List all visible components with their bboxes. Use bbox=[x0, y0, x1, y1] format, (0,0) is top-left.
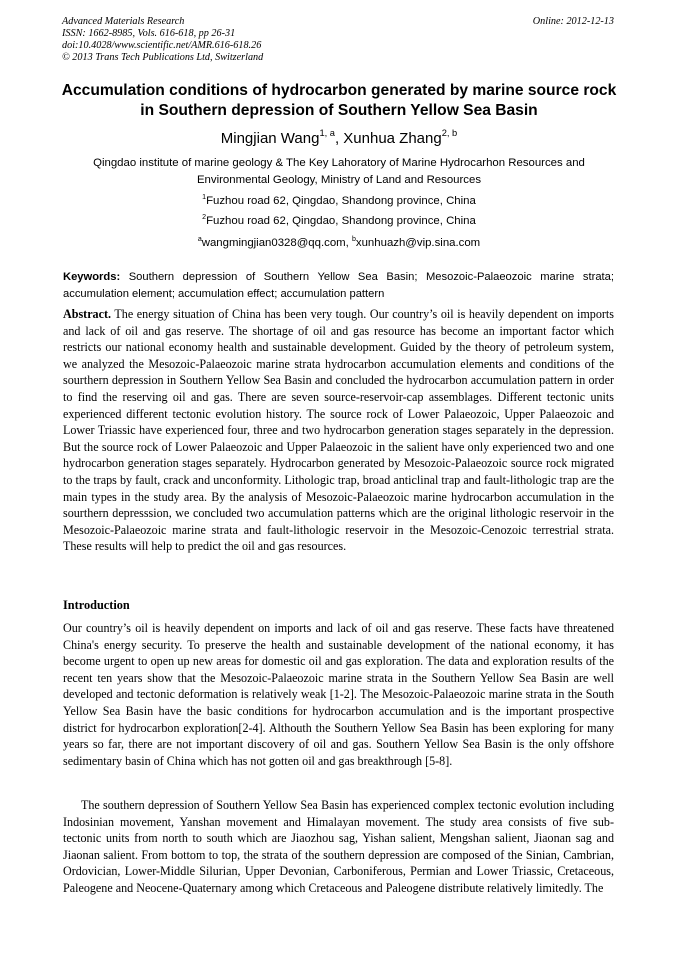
paper-title: Accumulation conditions of hydrocarbon generated by marine source rock in Southern depression of Southern Yellow Sea Basin bbox=[61, 82, 617, 119]
intro-paragraph-2: The southern depression of Southern Yellow Sea Basin has experienced complex tectonic evolution including Indosinian movement, Yanshan movement and Himalayan movement. The study area consists of five sub-tectonic units from north to south which are Jiaozhou sag, Yishan salient, Mengshan salient, Jiaonan sag and Jiaonan salient. From bottom to top, the strata of the southern depression are composed of the Sinian, Cambrian, Ordovician, Lower-Middle Silurian, Upper Devonian, Carboniferous, Permian and Lower Triassic, Cretaceous, Paleogene and Neocene-Quaternary among which Cretaceous and Paleogene distribute relatively limitedly. The bbox=[63, 798, 614, 895]
email-a[interactable]: wangmingjian0328@qq.com, bbox=[201, 237, 352, 249]
keywords-text: Southern depression of Southern Yellow Sea Basin; Mesozoic-Palaeozoic marine strata; accumulation element; accumulation effect; accumulation pattern bbox=[63, 271, 614, 300]
running-header bbox=[62, 16, 614, 64]
author-2-sup: 2, b bbox=[441, 128, 458, 139]
author-1: Mingjian Wang bbox=[220, 130, 320, 147]
author-2: Xunhua Zhang bbox=[343, 130, 442, 147]
intro-paragraph-1: Our country’s oil is heavily dependent on imports and lack of oil and gas reserve. These facts have threatened China's energy security. To preserve the health and sustainable development of the national economy, it has become urgent to open up new areas for domestic oil and gas exploration. The data and exploration results of the recent ten years show that the Mesozoic-Palaeozoic marine strata in the Southern Yellow Sea Basin are well developed and tectonic deformation is relatively weak [1-2]. The Mesozoic-Palaeozoic marine strata in the South Yellow Sea Basin have the basic conditions for hydrocarbon accumulation and is the important prospective district for hydrocarbon exploration[2-4]. Althouth the Southern Yellow Sea Basin has been exploring for many years so far, there are not important discovery of oil and gas. Southern Yellow Sea Basin is the only offshore sedimentary basin of China which has not gotten oil and gas breakthrough [5-8]. bbox=[63, 621, 614, 768]
copyright-line: © 2013 Trans Tech Publications Ltd, Switzerland bbox=[62, 52, 264, 63]
issn-line: ISSN: 1662-8985, Vols. 616-618, pp 26-31 bbox=[62, 28, 236, 39]
email-a-sup: a bbox=[197, 235, 202, 243]
email-b-sup: b bbox=[351, 235, 356, 243]
abstract-block bbox=[63, 306, 614, 555]
address-2-text: Fuzhou road 62, Qingdao, Shandong province, China bbox=[206, 215, 476, 227]
author-1-sup: 1, a bbox=[319, 128, 335, 139]
online-date: Online: 2012-12-13 bbox=[532, 16, 614, 27]
address-1-text: Fuzhou road 62, Qingdao, Shandong province, China bbox=[206, 195, 476, 207]
author-separator: , bbox=[334, 130, 344, 147]
address-2-sup: 2 bbox=[202, 213, 207, 221]
abstract-label: Abstract. bbox=[63, 307, 112, 321]
affiliation-address-1 bbox=[60, 193, 618, 210]
affiliation-address-2 bbox=[60, 213, 618, 230]
section-heading-introduction: Introduction bbox=[63, 598, 130, 612]
doi-line: doi:10.4028/www.scientific.net/AMR.616-618.26 bbox=[62, 40, 262, 51]
abstract-text: The energy situation of China has been very tough. Our country’s oil is heavily dependent on imports and lack of oil and gas reserve. The shortage of oil and gas resource has become an important factor which restricts our national economy health and sustainable development. Guided by the theory of petroleum system, we analyzed the Mesozoic-Palaeozoic marine strata hydrocarbon accumulation elements and conditions of the sourthern depression in Southern Yellow Sea Basin and concluded the hydrocarbon accumulation pattern in order to find the reserving oil and gas. There are seven source-reservoir-cap assemblages. Different tectonic units experienced different tectonic evolution history. The source rock of Lower Palaeozoic, Upper Palaeozoic and Lower Triassic have experienced four, three and two hydrocarbon generation stages separately in the depression. But the source rock of Lower Palaeozoic and Upper Palaeozoic in the salient have only experienced two and one hydrocarbon generation stages separately. Hydrocarbon generated by Mesozoic-Palaeozoic source rock migrated to the traps by fault, crack and unconformity. Lithologic trap, broad anticlinal trap and fault-lithologic trap are the main types in the study area. By the analysis of Mesozoic-Palaeozoic marine hydrocarbon accumulation in the sourthern depresssion, we concluded two accumulation patterns which are the original lithologic reservoir in the Mesozoic-Palaeozoic marine strata and fault-lithologic reservoir in the Mesozoic-Cenozoic terrestrial strata. These results will help to predict the oil and gas resources. bbox=[63, 307, 614, 554]
keywords-block bbox=[63, 269, 614, 303]
keywords-label: Keywords: bbox=[63, 271, 121, 283]
address-1-sup: 1 bbox=[202, 193, 207, 201]
author-line bbox=[60, 129, 618, 149]
affiliation-emails bbox=[60, 235, 618, 252]
email-b[interactable]: xunhuazh@vip.sina.com bbox=[355, 237, 481, 249]
journal-name: Advanced Materials Research bbox=[62, 16, 185, 27]
affiliation-institute: Qingdao institute of marine geology & The Key Lahoratory of Marine Hydrocarhon Resources and Environmental Geology, Ministry of Land and Resources bbox=[93, 157, 585, 186]
